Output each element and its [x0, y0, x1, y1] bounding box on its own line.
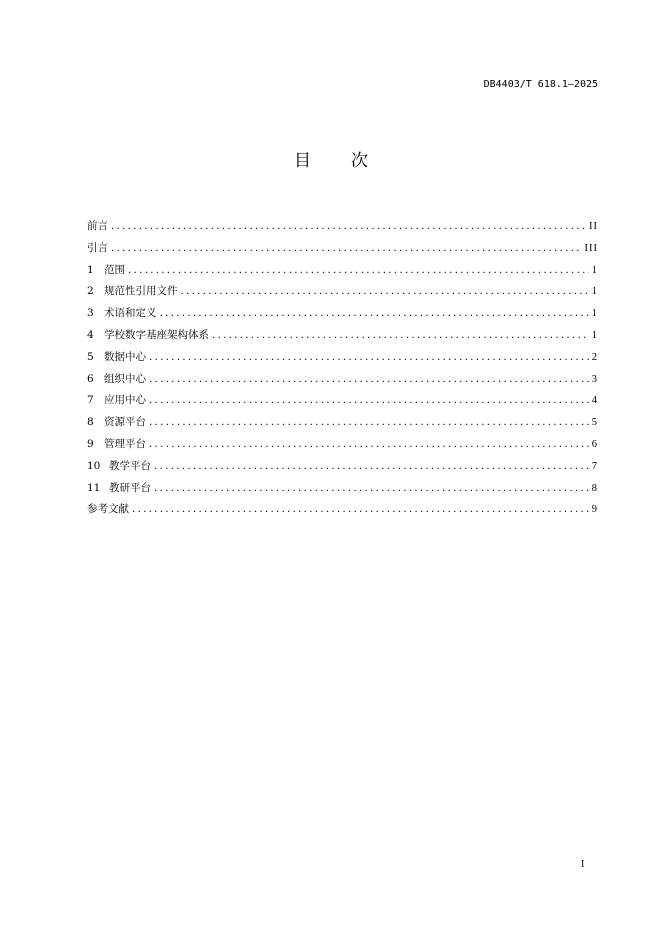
toc-number: 10: [87, 459, 101, 472]
toc-page: 9: [591, 504, 598, 516]
toc-entry-2[interactable]: [87, 283, 598, 305]
toc-entry-9[interactable]: [87, 436, 598, 458]
toc-entry-6[interactable]: [87, 371, 598, 393]
toc-entry-11[interactable]: [87, 480, 598, 502]
toc-label: 管理平台: [104, 437, 146, 450]
toc-entry-foreword[interactable]: [87, 218, 598, 240]
title-char-1: 目: [294, 151, 311, 171]
dot-leader: [111, 242, 582, 254]
toc-number: 2: [87, 285, 94, 298]
dot-leader: [149, 416, 589, 428]
dot-leader: [149, 438, 589, 450]
toc-label: 前言: [87, 220, 108, 232]
toc-label: 参考文献: [87, 503, 129, 516]
dot-leader: [132, 503, 589, 515]
toc-label: 规范性引用文件: [104, 285, 178, 298]
toc-number: 1: [87, 263, 94, 276]
dot-leader: [111, 220, 586, 232]
toc-page: 3: [591, 373, 598, 385]
toc-page: 1: [591, 286, 598, 298]
toc-label: 引言: [87, 241, 108, 254]
toc-label: 数据中心: [104, 350, 146, 363]
toc-entry-bibliography[interactable]: [87, 501, 598, 523]
toc-label: 范围: [104, 263, 125, 276]
toc-label: 教研平台: [109, 481, 151, 494]
toc-page: 1: [591, 264, 598, 276]
title-char-2: 次: [351, 151, 368, 171]
toc-label: 资源平台: [104, 416, 146, 429]
page-title: [0, 146, 662, 171]
toc-number: 8: [87, 416, 94, 429]
toc-page: 1: [591, 329, 598, 341]
toc-number: 4: [87, 328, 94, 341]
toc-entry-3[interactable]: [87, 305, 598, 327]
toc-page: II: [589, 221, 598, 232]
toc-label: 教学平台: [109, 459, 151, 472]
toc-page: 1: [591, 308, 598, 320]
toc-number: 5: [87, 350, 94, 363]
page-number: I: [581, 859, 585, 870]
toc-number: 9: [87, 437, 94, 450]
table-of-contents: [87, 218, 598, 523]
toc-label: 术语和定义: [104, 307, 157, 320]
dot-leader: [160, 307, 589, 319]
dot-leader: [149, 373, 589, 385]
dot-leader: [181, 285, 589, 297]
dot-leader: [149, 394, 589, 406]
toc-entry-4[interactable]: [87, 327, 598, 349]
dot-leader: [154, 482, 589, 494]
document-code: DB4403/T 618.1—2025: [483, 79, 598, 90]
toc-entry-introduction[interactable]: [87, 240, 598, 262]
toc-page: 8: [591, 482, 598, 494]
dot-leader: [154, 460, 589, 472]
dot-leader: [128, 264, 589, 276]
toc-number: 11: [87, 481, 101, 494]
toc-page: 6: [591, 438, 598, 450]
toc-number: 3: [87, 307, 94, 320]
dot-leader: [149, 351, 589, 363]
toc-label: 组织中心: [104, 372, 146, 385]
toc-page: 2: [591, 351, 598, 363]
dot-leader: [212, 329, 589, 341]
toc-label: 学校数字基座架构体系: [104, 328, 209, 341]
toc-page: 7: [591, 460, 598, 472]
toc-number: 6: [87, 372, 94, 385]
toc-label: 应用中心: [104, 394, 146, 407]
toc-entry-10[interactable]: [87, 458, 598, 480]
toc-page: III: [584, 242, 598, 254]
toc-entry-7[interactable]: [87, 392, 598, 414]
toc-entry-5[interactable]: [87, 349, 598, 371]
toc-entry-1[interactable]: [87, 262, 598, 284]
toc-entry-8[interactable]: [87, 414, 598, 436]
toc-page: 4: [591, 395, 598, 407]
toc-number: 7: [87, 394, 94, 407]
toc-page: 5: [591, 417, 598, 429]
